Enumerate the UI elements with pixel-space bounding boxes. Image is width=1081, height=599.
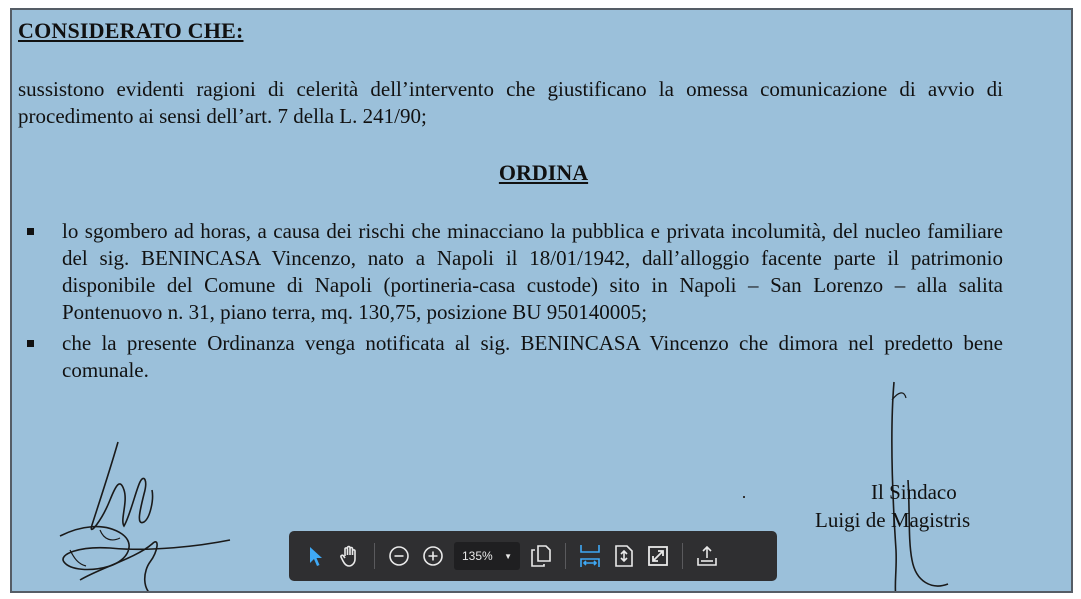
zoom-level-select[interactable] bbox=[454, 542, 520, 570]
signatory-name: Luigi de Magistris bbox=[815, 508, 971, 532]
page-view-icon[interactable] bbox=[525, 540, 557, 572]
scan-speck bbox=[743, 496, 745, 498]
list-item-text: che la presente Ordinanza venga notificata al sig. BENINCASA Vincenzo che dimora nel predetto bene comunale. bbox=[62, 331, 1003, 382]
list-item bbox=[18, 218, 1003, 326]
toolbar-divider bbox=[682, 543, 683, 569]
hand-pan-icon[interactable] bbox=[334, 540, 366, 572]
document-page bbox=[10, 8, 1073, 593]
fit-page-icon[interactable] bbox=[608, 540, 640, 572]
select-cursor-icon[interactable] bbox=[300, 540, 332, 572]
zoom-out-icon[interactable] bbox=[383, 540, 415, 572]
share-upload-icon[interactable] bbox=[691, 540, 723, 572]
considerato-heading: CONSIDERATO CHE: bbox=[18, 18, 244, 43]
bullet-square-icon bbox=[27, 228, 34, 235]
ordina-heading: ORDINA bbox=[498, 160, 589, 185]
toolbar-divider bbox=[565, 543, 566, 569]
list-item bbox=[18, 330, 1003, 384]
considerato-paragraph: sussistono evidenti ragioni di celerità dell’intervento che giustificano la omessa comunicazione di avvio di procedimento ai sensi dell’art. 7 della L. 241/90; bbox=[18, 77, 1003, 128]
order-list bbox=[18, 218, 1003, 388]
zoom-level-value: 135% bbox=[462, 549, 493, 563]
pdf-floating-toolbar bbox=[289, 531, 777, 581]
fullscreen-icon[interactable] bbox=[642, 540, 674, 572]
fit-width-icon[interactable] bbox=[574, 540, 606, 572]
toolbar-divider bbox=[374, 543, 375, 569]
list-item-text: lo sgombero ad horas, a causa dei rischi che minacciano la pubblica e privata incolumità, del nucleo familiare del sig. BENINCASA Vincenzo, nato a Napoli il 18/01/1942, dall’alloggio facente parte il patrimonio disponibile del Comune di Napoli (portineria-casa custode) sito in Napoli – San Lorenzo – alla salita Pontenuovo n. 31, piano terra, mq. 130,75, posizione BU 950140005; bbox=[62, 219, 1003, 324]
signatory-title: Il Sindaco bbox=[871, 480, 957, 504]
bullet-square-icon bbox=[27, 340, 34, 347]
zoom-in-icon[interactable] bbox=[417, 540, 449, 572]
zoom-dropdown-icon: ▼ bbox=[504, 551, 512, 561]
handwritten-signature-left bbox=[40, 430, 240, 593]
